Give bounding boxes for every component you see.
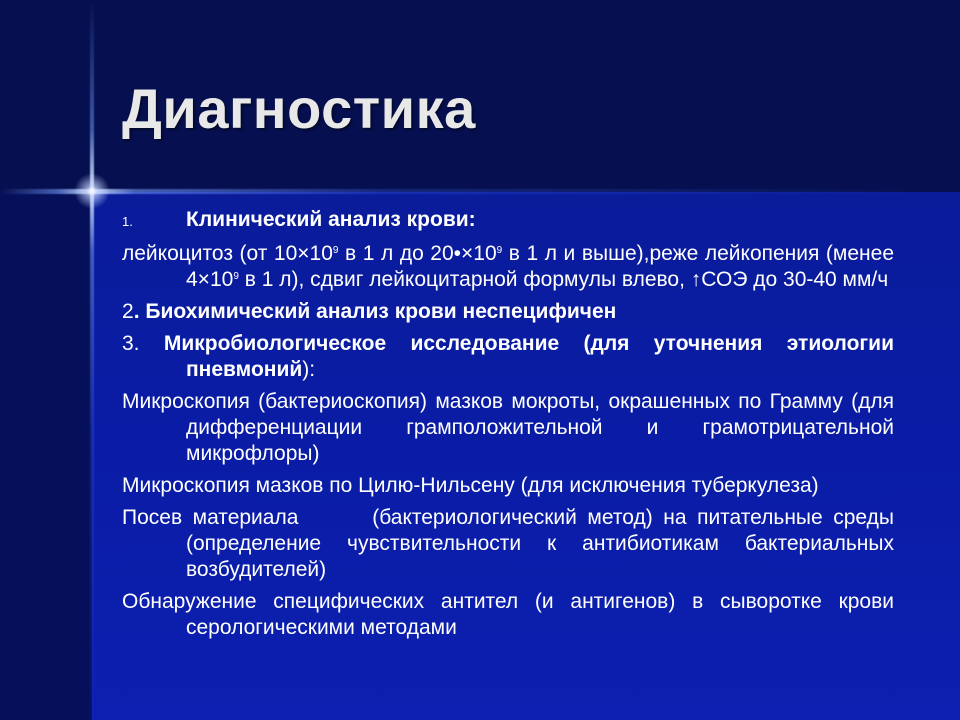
item-number: 1. [122, 214, 133, 229]
item-heading: . Биохимический анализ крови неспецифичен [133, 300, 617, 323]
item-heading: Клинический анализ крови: [186, 208, 476, 231]
item-number: 2 [122, 300, 134, 323]
exponent: 9 [496, 245, 503, 256]
vertical-light-line [90, 0, 94, 720]
horizontal-light-line [0, 189, 960, 194]
blood-analysis-text [122, 241, 894, 293]
list-item-serology: Обнаружение специфических антител (и антигенов) в сыворотке крови серологическими методами [122, 590, 894, 639]
list-item-3 [122, 331, 894, 383]
slide-title: Диагностика [122, 77, 476, 140]
list-item-culture: Посев материала (бактериологический метод) на питательные среды (определение чувствительности к антибиотикам бактериальных возбудителей) [122, 506, 894, 581]
item-number: 3. [122, 332, 164, 355]
list-item-2 [122, 299, 894, 325]
list-item-microscopy-ziehl: Микроскопия мазков по Цилю-Нильсену (для исключения туберкулеза) [122, 474, 819, 497]
text-fragment: в 1 л и выше),реже лейкопения (менее 4×10 [186, 242, 894, 291]
item-heading: Микробиологическое исследование (для уточнения этиологии пневмоний [163, 332, 894, 381]
exponent: 9 [233, 271, 239, 282]
item-tail: ): [302, 358, 316, 381]
text-fragment: в 1 л), сдвиг лейкоцитарной формулы влево, ↑СОЭ до 30-40 мм/ч [238, 268, 889, 291]
text-fragment: лейкоцитоз (от 10×10 [122, 242, 333, 265]
slide-body [122, 207, 894, 647]
text-fragment: в 1 л до 20•×10 [338, 242, 497, 265]
list-item-1 [122, 207, 894, 235]
sparkle-icon [71, 170, 113, 212]
slide-left-band [0, 192, 92, 720]
exponent: 9 [332, 245, 339, 256]
list-item-microscopy-gram: Микроскопия (бактериоскопия) мазков мокроты, окрашенных по Грамму (для дифференциации грамположительной и грамотрицательной микрофлоры) [122, 390, 894, 465]
